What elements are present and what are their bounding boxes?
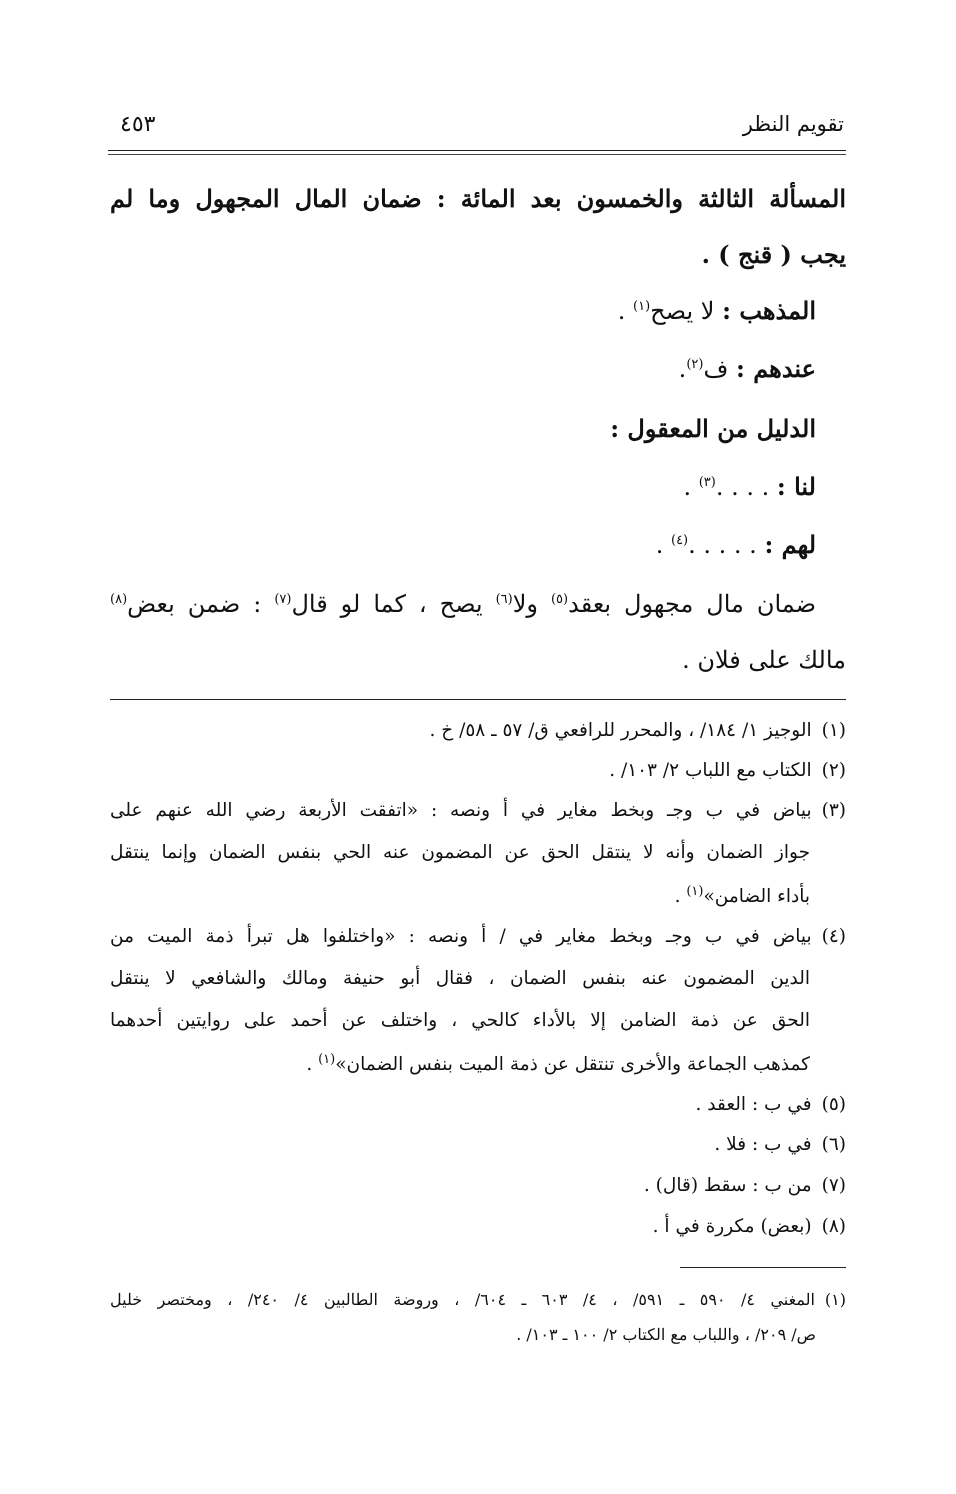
footnote-1 [430,720,846,741]
indahum-line [679,354,816,383]
footnote-3-line1 [110,800,846,821]
page-number: ٤٥٣ [120,112,156,137]
madhhab-end: . [617,297,626,325]
footnote-number: (٦) [821,1134,846,1155]
footnote-4-line1 [110,926,846,947]
footnote-number: (١) [824,1290,846,1309]
footnote-2 [609,760,846,781]
footnote-end: . [674,886,681,908]
footnote-text: كمذهب الجماعة والأخرى تنتقل عن ذمة الميت بنفس الضمان» [335,1054,810,1076]
footnote-number: (٢) [821,760,846,781]
indahum-end: . [678,355,687,383]
header-rule-thin [108,154,846,155]
footnote-ref: (٦) [495,592,513,607]
indahum-label: عندهم : [735,354,816,383]
footnote-end: . [306,1054,313,1076]
footnote-4-line3: الحق عن ذمة الضامن إلا بالأداء كالحي ، واختلف عن أحمد على روايتين أحدهما [110,1010,810,1031]
footnote-text: الكتاب مع اللباب ٢/ ١٠٣/ . [609,760,812,781]
argument-para-line2: مالك على فلان . [682,646,846,674]
running-title: تقويم النظر [742,112,844,136]
lana-end: . [683,473,692,501]
footnote-ref: (١) [686,884,704,899]
footnote-ref: (١) [318,1052,336,1067]
footnote-ref: (٢) [686,357,704,372]
footnote-ref: (٨) [110,592,128,607]
footnote-3-line3 [675,884,810,907]
madhhab-label: المذهب : [722,296,816,325]
footnote-ref: (١) [633,299,651,314]
lana-line [683,472,816,501]
lana-text: . . . . [715,473,770,501]
footnote-ref: (٥) [550,592,569,607]
footnote-ref: (٣) [698,475,716,490]
footnote-number: (٤) [821,926,846,947]
madhhab-line [618,296,816,325]
lahum-line [656,530,816,559]
footnote-4-line2: الدين المضمون عنه بنفس الضمان ، فقال أبو حنيفة ومالك والشافعي لا ينتقل [110,968,810,989]
footnote-6 [714,1134,846,1155]
footnote-4-line4 [306,1052,810,1075]
header-rule [108,150,846,151]
footnote-number: (٧) [821,1175,846,1196]
lana-label: لنا : [776,472,816,501]
lahum-label: لهم : [764,530,816,559]
issue-heading-line2: يجب ( قنج ) . [701,240,846,269]
lahum-end: . [655,531,664,559]
footnote-text: بياض في ب وجـ وبخط مغاير في / أ ونصه : «واختلفوا هل تبرأ ذمة الميت من [110,926,812,947]
footnote-text: الوجيز ١/ ١٨٤/ ، والمحرر للرافعي ق/ ٥٧ ـ ٥٨/ خ . [429,720,812,741]
footnote-ref: (٧) [274,592,292,607]
footnote-3-line2: جواز الضمان وأنه لا ينتقل الحق عن المضمون عنه الحي بنفس الضمان وإنما ينتقل [110,842,810,863]
footnote-text: بياض في ب وجـ وبخط مغاير في أ ونصه : «اتفقت الأربعة رضي الله عنهم على [110,800,812,821]
argument-para-line1 [110,590,816,618]
footnote-number: (٨) [821,1216,846,1237]
footnote-ref: (٤) [670,533,689,548]
footnote-text: بأداء الضامن» [703,886,810,908]
para-text: ولا [512,590,551,618]
footnote-number: (٣) [821,800,846,821]
subfootnote-line2: ص/ ٢٠٩/ ، واللباب مع الكتاب ٢/ ١٠٠ ـ ١٠٣/ . [516,1325,816,1344]
issue-heading-line1: المسألة الثالثة والخمسون بعد المائة : ضمان المال المجهول وما لم [110,184,846,213]
footnote-number: (١) [821,720,846,741]
madhhab-text: لا يصح [650,297,715,325]
footnote-text: في ب : فلا . [714,1134,812,1155]
subfootnote-separator [680,1267,846,1268]
footnote-separator [110,699,846,700]
footnote-8 [653,1216,846,1237]
footnote-7 [644,1175,846,1196]
lahum-text: . . . . . [688,531,757,559]
para-text: : ضمن بعض [127,590,275,618]
footnote-5 [696,1094,846,1115]
footnote-text: من ب : سقط (قال) . [643,1175,812,1196]
footnote-text: في ب : العقد . [695,1094,812,1115]
footnote-text: (بعض) مكررة في أ . [652,1216,812,1237]
indahum-text: ف [703,355,729,383]
page-header [112,112,844,146]
dalil-heading: الدليل من المعقول : [610,414,816,443]
para-text: ضمان مال مجهول بعقد [568,590,817,618]
footnote-number: (٥) [821,1094,846,1115]
footnote-text: المغني ٤/ ٥٩٠ ـ ٥٩١/ ، ٤/ ٦٠٣ ـ ٦٠٤/ ، وروضة الطالبين ٤/ ٢٤٠/ ، ومختصر خليل [110,1290,815,1309]
para-text: يصح ، كما لو قال [291,590,496,618]
subfootnote-line1 [110,1290,846,1309]
